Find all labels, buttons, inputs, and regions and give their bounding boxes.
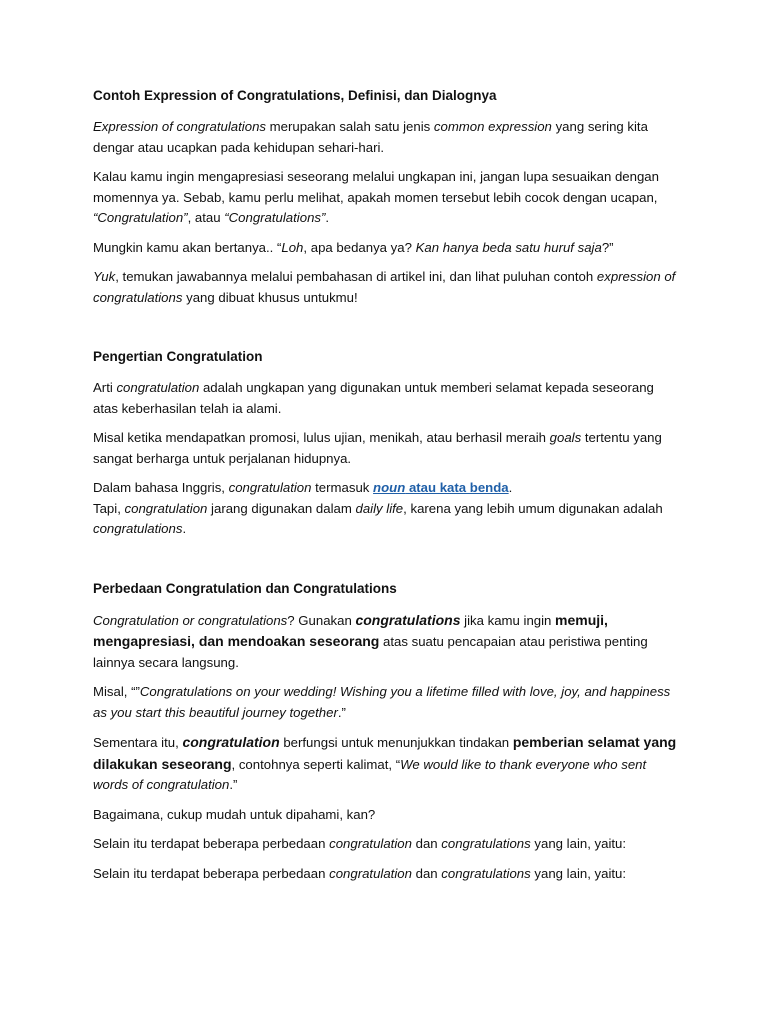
noun-link[interactable]: noun atau kata benda xyxy=(373,480,509,495)
pengertian-paragraph-1: Arti congratulation adalah ungkapan yang digunakan untuk memberi selamat kepada seseorang atas keberhasilan telah ia alami. xyxy=(93,380,654,416)
intro-paragraph-3: Mungkin kamu akan bertanya.. “Loh, apa bedanya ya? Kan hanya beda satu huruf saja?” xyxy=(93,239,614,255)
article-title: Contoh Expression of Congratulations, Definisi, dan Dialognya xyxy=(93,88,497,103)
intro-paragraph-2: Kalau kamu ingin mengapresiasi seseorang melalui ungkapan ini, jangan lupa sesuaikan dengan momennya ya. Sebab, kamu perlu melihat, apakah momen tersebut lebih cocok dengan ucapan, “Congratulation”, atau “Congratulations”. xyxy=(93,169,659,225)
pengertian-paragraph-3: Dalam bahasa Inggris, congratulation termasuk noun atau kata benda. Tapi, congratulation jarang digunakan dalam daily life, karena yang lebih umum digunakan adalah congratulations. xyxy=(93,480,663,536)
section-spacer xyxy=(93,317,680,347)
intro-paragraph-1: Expression of congratulations merupakan salah satu jenis common expression yang sering kita dengar atau ucapkan pada kehidupan sehari-hari. xyxy=(93,119,648,155)
section-heading-perbedaan: Perbedaan Congratulation dan Congratulations xyxy=(93,580,397,596)
perbedaan-paragraph-4: Bagaimana, cukup mudah untuk dipahami, kan? xyxy=(93,806,376,822)
intro-paragraph-4: Yuk, temukan jawabannya melalui pembahasan di artikel ini, dan lihat puluhan contoh expression of congratulations yang dibuat khusus untukmu! xyxy=(93,269,676,305)
section-spacer xyxy=(93,549,680,579)
perbedaan-paragraph-1: Congratulation or congratulations? Gunakan congratulations jika kamu ingin memuji, mengapresiasi, dan mendoakan seseorang atas suatu pencapaian atau peristiwa penting lainnya secara langsung. xyxy=(93,611,648,670)
pengertian-paragraph-2: Misal ketika mendapatkan promosi, lulus ujian, menikah, atau berhasil meraih goals tertentu yang sangat berharga untuk perjalanan hidupnya. xyxy=(93,430,662,466)
perbedaan-paragraph-6: Selain itu terdapat beberapa perbedaan congratulation dan congratulations yang lain, yaitu: xyxy=(93,865,627,881)
section-heading-pengertian: Pengertian Congratulation xyxy=(93,349,263,364)
perbedaan-paragraph-3: Sementara itu, congratulation berfungsi untuk menunjukkan tindakan pemberian selamat yang dilakukan seseorang, contohnya seperti kalimat, “We would like to thank everyone who sent words of congratulation.” xyxy=(93,734,677,792)
perbedaan-paragraph-5: Selain itu terdapat beberapa perbedaan congratulation dan congratulations yang lain, yaitu: xyxy=(93,836,627,851)
perbedaan-paragraph-2: Misal, “”Congratulations on your wedding! Wishing you a lifetime filled with love, joy, and happiness as you start this beautiful journey together.” xyxy=(93,684,671,720)
